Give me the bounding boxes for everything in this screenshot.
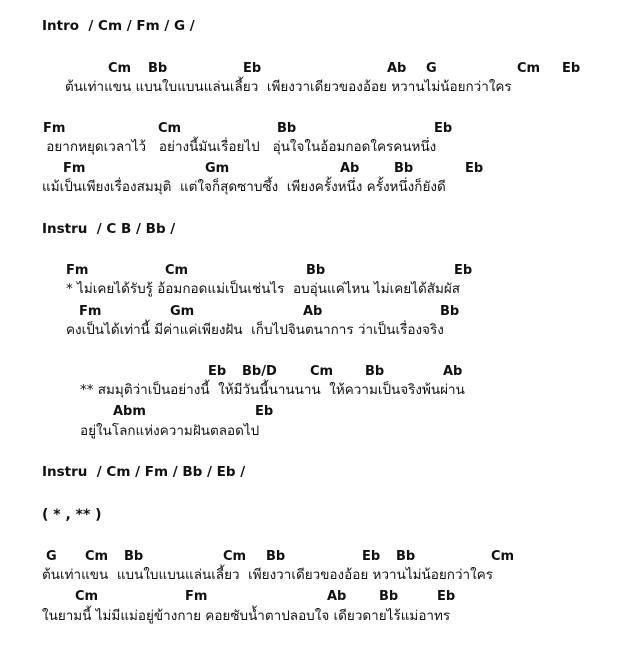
chord: Cm <box>158 121 182 136</box>
chord: Cm <box>517 61 541 76</box>
repeat-marker: ( * , ** ) <box>42 507 102 523</box>
chord: Eb <box>362 549 381 564</box>
chord: Gm <box>205 161 230 176</box>
intro-header: Intro / Cm / Fm / G / <box>42 18 195 34</box>
chord: Cm <box>223 549 247 564</box>
instru-header-1: Instru / C B / Bb / <box>42 221 176 237</box>
chord: Eb <box>243 61 262 76</box>
chord: G <box>426 61 437 76</box>
chord: Ab <box>303 304 323 319</box>
chord: Cm <box>310 364 334 379</box>
lyric-line: อยู่ในโลกแห่งความฝันตลอดไป <box>80 423 260 439</box>
chord: Ab <box>327 589 347 604</box>
lyric-line: ต้นเท่าแขน แบนใบแบนแล่นเลี้ยว เพียงวาเดียวของอ้อย หวานไม่น้อยกว่าใคร <box>65 79 512 95</box>
lyric-line: ต้นเท่าแขน แบนใบแบนแล่นเลี้ยว เพียงวาเดียวของอ้อย หวานไม่น้อยกว่าใคร <box>42 567 493 583</box>
lyric-line: คงเป็นได้เท่านี้ มีค่าแค่เพียงฝัน เก็บไปจินตนาการ ว่าเป็นเรื่องจริง <box>66 322 444 338</box>
chord: Ab <box>387 61 407 76</box>
chord: Eb <box>434 121 453 136</box>
lyric-line: ** สมมุติว่าเป็นอย่างนี้ ให้มีวันนี้นานนาน ให้ความเป็นจริงพ้นผ่าน <box>80 382 465 398</box>
chord: Bb <box>394 161 414 176</box>
chord: Cm <box>165 263 189 278</box>
chord: Eb <box>562 61 581 76</box>
chord: Fm <box>79 304 102 319</box>
lyric-line: แม้เป็นเพียงเรื่องสมมุติ แต่ใจก็สุดซาบซึ้ง เพียงครั้งหนึ่ง ครั้งหนึ่งก็ยังดี <box>42 179 446 195</box>
lyric-line: * ไม่เคยได้รับรู้ อ้อมกอดแม่เป็นเช่นไร อบอุ่นแค่ไหน ไม่เคยได้สัมผัส <box>66 281 461 297</box>
chord: Cm <box>108 61 132 76</box>
chord: Bb <box>124 549 144 564</box>
chord: Eb <box>208 364 227 379</box>
chord: Fm <box>185 589 208 604</box>
chord: Bb <box>277 121 297 136</box>
chord: Fm <box>43 121 66 136</box>
chord: Cm <box>491 549 515 564</box>
chord: Fm <box>63 161 86 176</box>
chord: Eb <box>454 263 473 278</box>
chord: Bb <box>440 304 460 319</box>
chord: Bb <box>365 364 385 379</box>
chord: Abm <box>113 404 146 419</box>
chord: Bb <box>306 263 326 278</box>
chord: G <box>46 549 57 564</box>
chord: Ab <box>340 161 360 176</box>
chord: Eb <box>437 589 456 604</box>
instru-header-2: Instru / Cm / Fm / Bb / Eb / <box>42 464 246 480</box>
chord: Bb <box>148 61 168 76</box>
chord: Cm <box>75 589 99 604</box>
chord: Bb <box>379 589 399 604</box>
chord: Eb <box>255 404 274 419</box>
chord: Gm <box>170 304 195 319</box>
lyric-line: ในยามนี้ ไม่มีแม่อยู่ข้างกาย คอยซับน้ำตาปลอบใจ เดียวดายไร้แม่อาทร <box>42 608 451 624</box>
chord: Bb/D <box>242 364 277 379</box>
chord: Bb <box>266 549 286 564</box>
chord: Cm <box>85 549 109 564</box>
chord: Eb <box>465 161 484 176</box>
lyric-line: อยากหยุดเวลาไว้ อย่างนี้มันเรื่อยไป อุ่นใจในอ้อมกอดใครคนหนึ่ง <box>42 139 437 155</box>
chord: Ab <box>443 364 463 379</box>
chord: Fm <box>66 263 89 278</box>
chord: Bb <box>396 549 416 564</box>
